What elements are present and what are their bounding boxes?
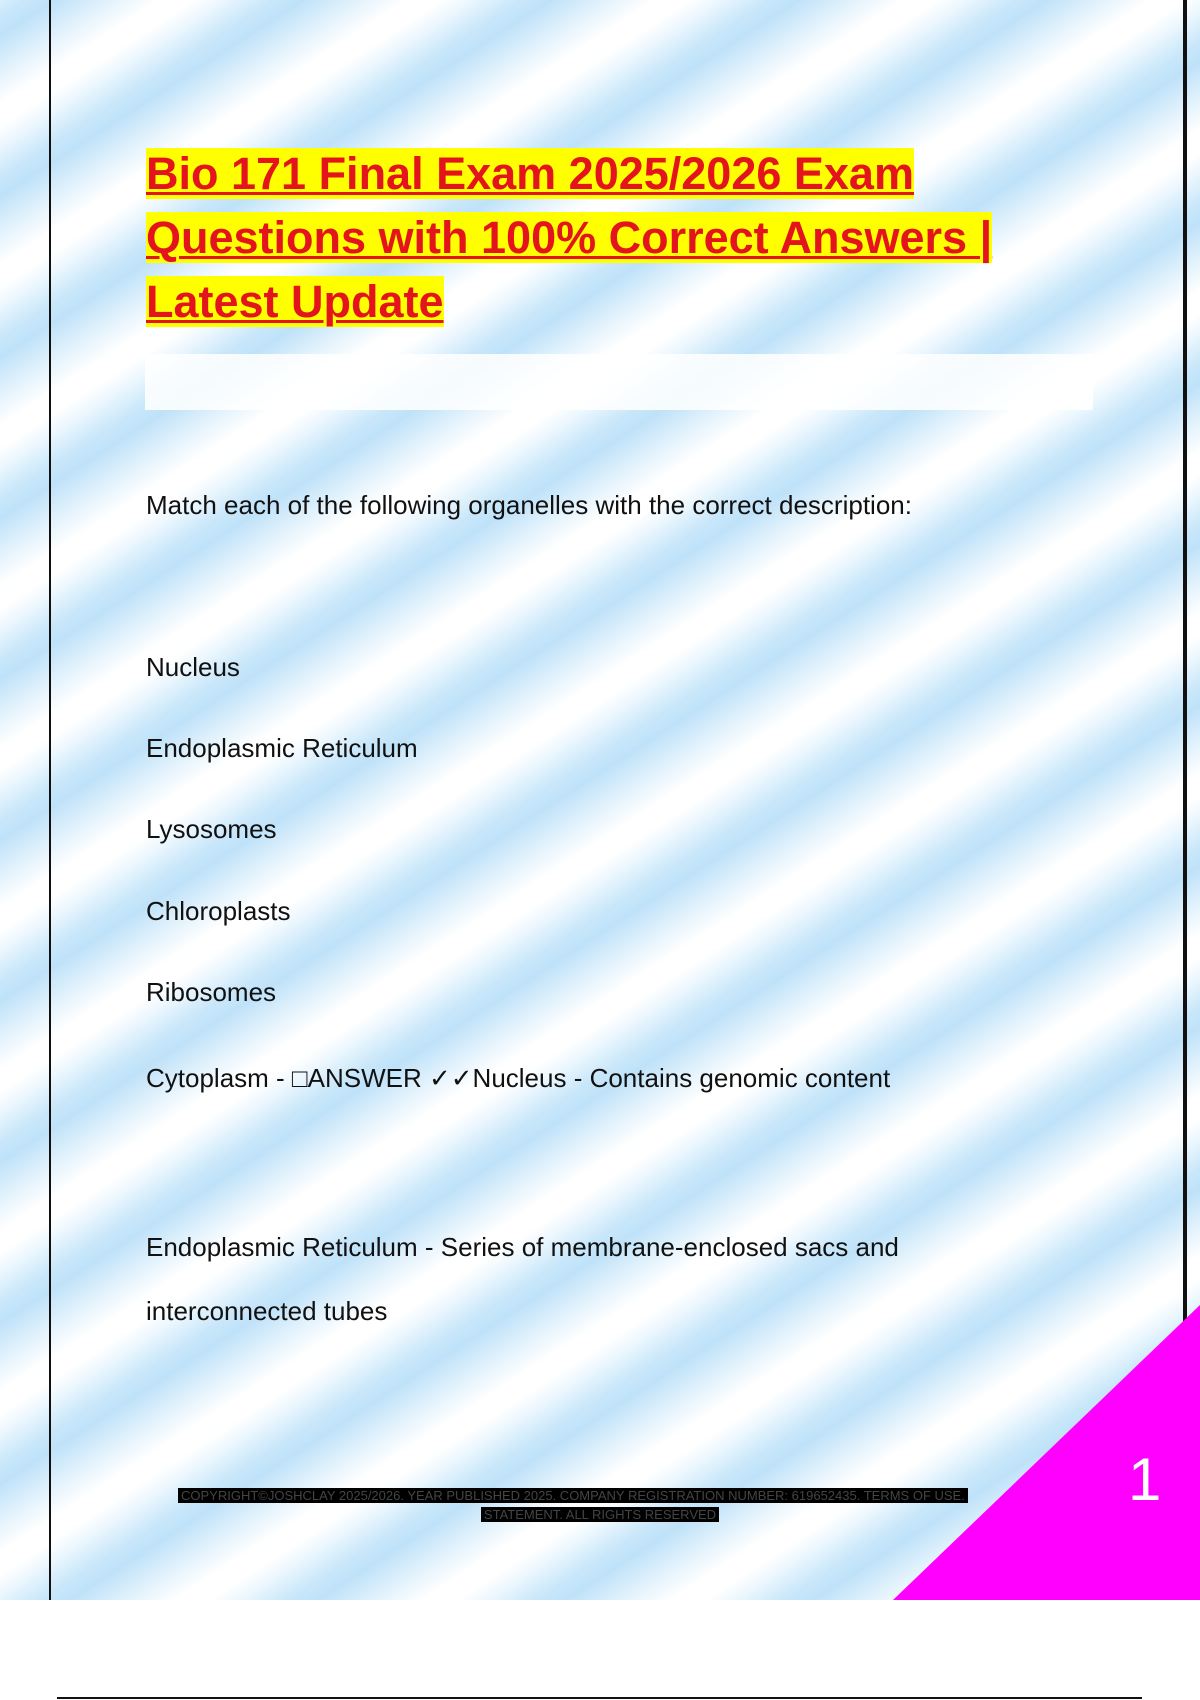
organelle-item-lysosomes: Lysosomes	[146, 814, 277, 844]
organelle-item-ribosomes: Ribosomes	[146, 977, 277, 1007]
organelle-item-chloroplasts: Chloroplasts	[146, 896, 291, 926]
document-title-text: Bio 171 Final Exam 2025/2026 Exam Questions with 100% Correct Answers | Latest Update	[146, 148, 993, 327]
question-text: Match each of the following organelles with the correct description:	[146, 490, 912, 520]
document-title	[146, 142, 1106, 334]
answer-line: Cytoplasm - □ANSWER ✓✓Nucleus - Contains genomic content	[146, 1063, 891, 1093]
copyright-line-1: COPYRIGHT©JOSHCLAY 2025/2026. YEAR PUBLISHED 2025. COMPANY REGISTRATION NUMBER: 619652435. TERMS OF USE.	[178, 1488, 968, 1503]
title-separator-band	[145, 354, 1093, 410]
organelle-item-endoplasmic-reticulum: Endoplasmic Reticulum	[146, 733, 418, 763]
page-number: 1	[1128, 1446, 1162, 1513]
page-border-left	[49, 0, 51, 1600]
description-line-2: interconnected tubes	[146, 1296, 388, 1326]
bottom-rule	[57, 1697, 1142, 1699]
description-line-1: Endoplasmic Reticulum - Series of membrane-enclosed sacs and	[146, 1232, 899, 1262]
organelle-item-nucleus: Nucleus	[146, 652, 240, 682]
copyright-line-2: STATEMENT. ALL RIGHTS RESERVED	[481, 1507, 719, 1522]
